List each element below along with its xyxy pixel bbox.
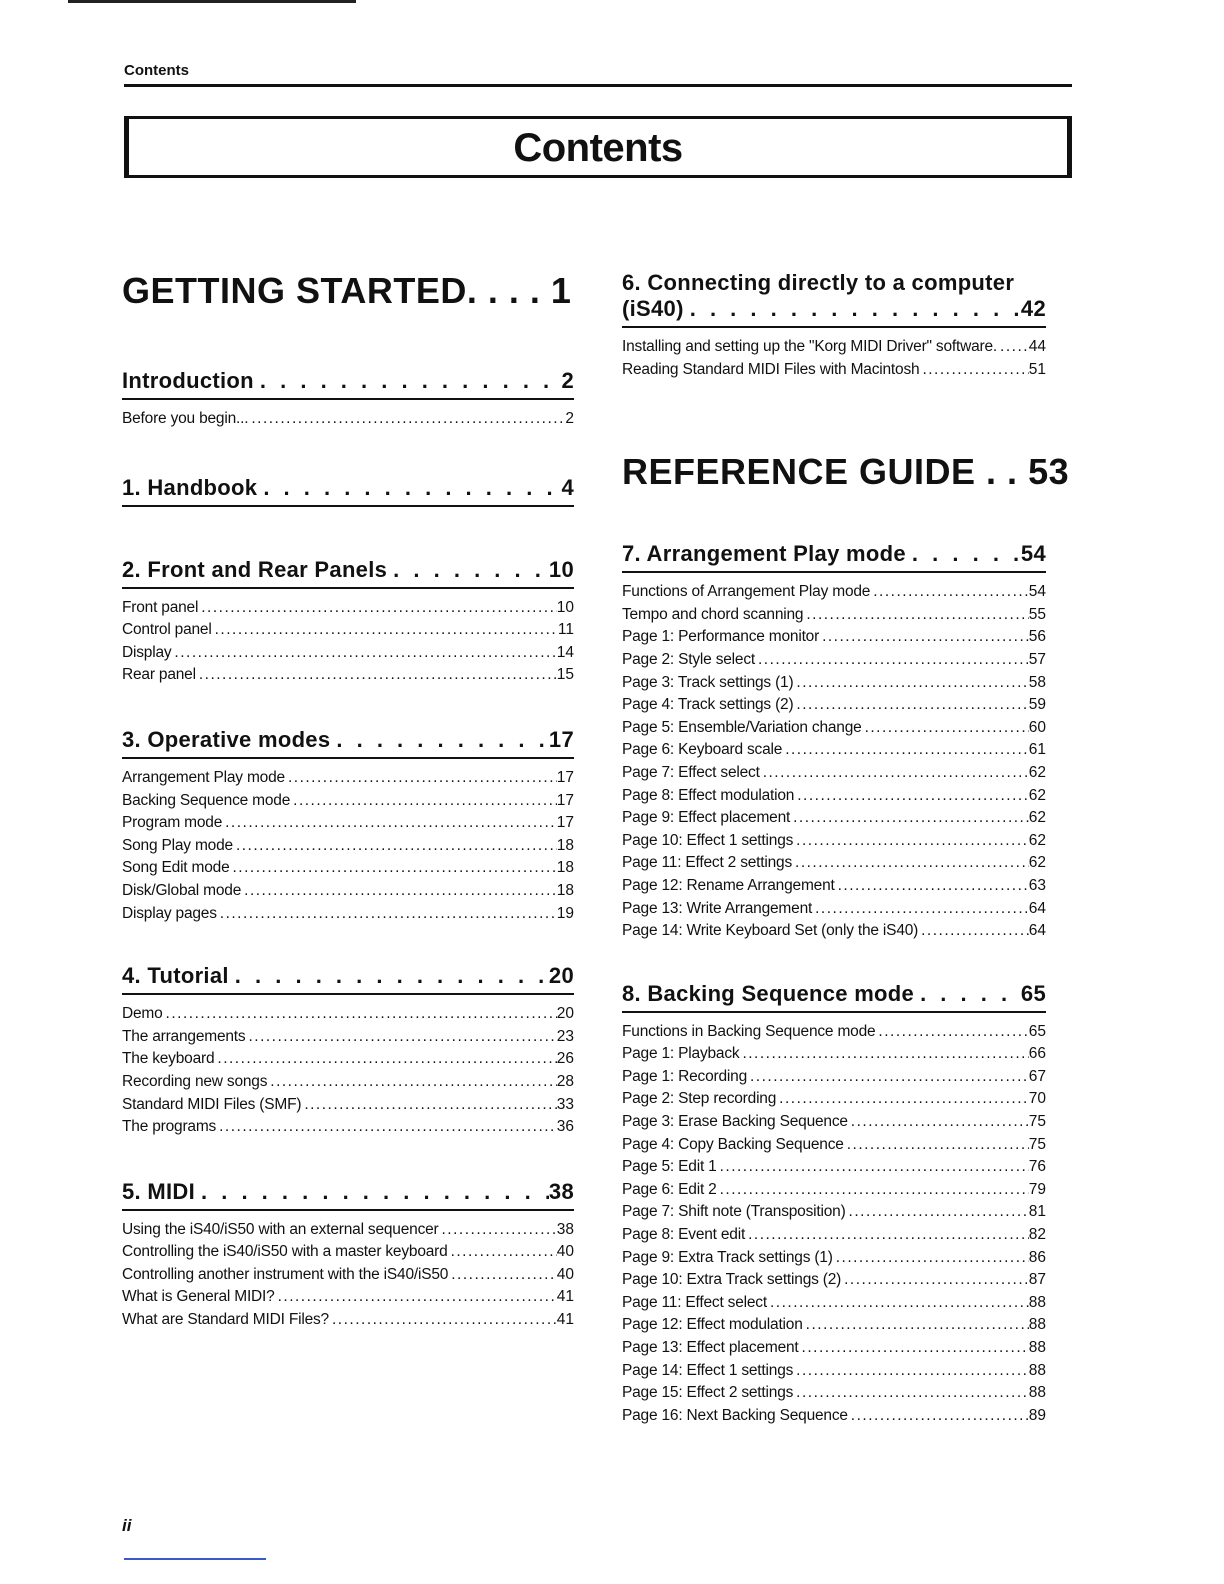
toc-section-operative-modes [122, 727, 574, 925]
toc-section-front-rear-panels [122, 557, 574, 687]
toc-entry[interactable]: Rear panel ..... 15 [122, 664, 574, 687]
toc-entry[interactable]: Display ..... 14 [122, 642, 574, 665]
toc-entry[interactable]: The programs ..... 36 [122, 1116, 574, 1139]
toc-entry[interactable]: Backing Sequence mode ..... 17 [122, 790, 574, 813]
toc-entry[interactable]: The keyboard ..... 26 [122, 1048, 574, 1071]
toc-entry[interactable]: Page 10: Effect 1 settings ..... 62 [622, 830, 1046, 853]
section-heading[interactable]: 2. Front and Rear Panels . . . 10 [122, 557, 574, 589]
toc-entry[interactable]: Page 14: Write Keyboard Set (only the iS40) ..... 64 [622, 920, 1046, 943]
part-page: 1 [550, 270, 572, 311]
section-heading[interactable]: (iS40) . . . 42 [622, 296, 1046, 328]
section-heading[interactable]: 3. Operative modes . . . 17 [122, 727, 574, 759]
toc-entry[interactable]: Page 13: Effect placement ..... 88 [622, 1337, 1046, 1360]
toc-entry[interactable]: What are Standard MIDI Files? ..... 41 [122, 1309, 574, 1332]
toc-entry[interactable]: Page 12: Rename Arrangement ..... 63 [622, 875, 1046, 898]
section-heading[interactable]: 1. Handbook . . . 4 [122, 475, 574, 507]
toc-entry[interactable]: Standard MIDI Files (SMF) ..... 33 [122, 1094, 574, 1117]
toc-entry[interactable]: Using the iS40/iS50 with an external sequencer ..... 38 [122, 1219, 574, 1242]
toc-entry[interactable]: Page 9: Extra Track settings (1) ..... 86 [622, 1247, 1046, 1270]
part-heading-getting-started[interactable]: GETTING STARTED. . . . 1 [122, 270, 572, 311]
toc-entry[interactable]: Page 8: Effect modulation ..... 62 [622, 785, 1046, 808]
right-column [622, 270, 1070, 1427]
section-heading[interactable]: 5. MIDI . . . 38 [122, 1179, 574, 1211]
toc-entry[interactable]: Page 2: Style select ..... 57 [622, 649, 1046, 672]
toc-entry[interactable]: Controlling the iS40/iS50 with a master keyboard ..... 40 [122, 1241, 574, 1264]
toc-entry[interactable]: Page 11: Effect select ..... 88 [622, 1292, 1046, 1315]
toc-section-handbook [122, 475, 574, 507]
toc-entry[interactable]: Page 10: Extra Track settings (2) ..... 87 [622, 1269, 1046, 1292]
toc-entry[interactable]: Page 8: Event edit ..... 82 [622, 1224, 1046, 1247]
toc-section-introduction [122, 368, 574, 431]
toc-entry[interactable]: Front panel ..... 10 [122, 597, 574, 620]
toc-section-connecting-computer [622, 270, 1046, 381]
section-heading[interactable]: 4. Tutorial . . . 20 [122, 963, 574, 995]
toc-entry[interactable]: Page 4: Copy Backing Sequence ..... 75 [622, 1134, 1046, 1157]
left-column [122, 270, 574, 1332]
page-number: ii [122, 1516, 132, 1535]
toc-entry[interactable]: Page 16: Next Backing Sequence ..... 89 [622, 1405, 1046, 1428]
toc-entry[interactable]: Page 7: Shift note (Transposition) ..... 81 [622, 1201, 1046, 1224]
toc-section-arrangement-play [622, 541, 1046, 943]
toc-entry[interactable]: Controlling another instrument with the iS40/iS50 ..... 40 [122, 1264, 574, 1287]
toc-entry[interactable]: Page 11: Effect 2 settings ..... 62 [622, 852, 1046, 875]
toc-entry[interactable]: Program mode ..... 17 [122, 812, 574, 835]
toc-entry[interactable]: Page 1: Playback ..... 66 [622, 1043, 1046, 1066]
section-heading[interactable]: 7. Arrangement Play mode . . . 54 [622, 541, 1046, 573]
toc-entry[interactable]: Display pages ..... 19 [122, 903, 574, 926]
toc-entry[interactable]: Page 6: Keyboard scale ..... 61 [622, 739, 1046, 762]
toc-entry[interactable]: Page 5: Edit 1 ..... 76 [622, 1156, 1046, 1179]
toc-entry[interactable]: What is General MIDI? ..... 41 [122, 1286, 574, 1309]
toc-entry[interactable]: Page 3: Erase Backing Sequence ..... 75 [622, 1111, 1046, 1134]
toc-entry[interactable]: Song Play mode ..... 18 [122, 835, 574, 858]
title-box [124, 116, 1072, 178]
toc-entry[interactable]: Page 15: Effect 2 settings ..... 88 [622, 1382, 1046, 1405]
toc-entry[interactable]: Page 14: Effect 1 settings ..... 88 [622, 1360, 1046, 1383]
toc-entry[interactable]: Page 7: Effect select ..... 62 [622, 762, 1046, 785]
toc-entry[interactable]: Functions in Backing Sequence mode ..... 65 [622, 1021, 1046, 1044]
toc-entry[interactable]: Installing and setting up the "Korg MIDI Driver" software. ..... 44 [622, 336, 1046, 359]
toc-entry[interactable]: Demo ..... 20 [122, 1003, 574, 1026]
part-page: 53 [1028, 451, 1070, 493]
section-heading[interactable]: 8. Backing Sequence mode . . . 65 [622, 981, 1046, 1013]
toc-entry[interactable]: Before you begin... ..... 2 [122, 408, 574, 431]
toc-entry[interactable]: Page 3: Track settings (1) ..... 58 [622, 672, 1046, 695]
bottom-edge-line [124, 1558, 266, 1560]
top-border-line [68, 0, 356, 3]
header-rule [124, 84, 1072, 87]
toc-entry[interactable]: Page 1: Recording ..... 67 [622, 1066, 1046, 1089]
toc-section-backing-sequence [622, 981, 1046, 1428]
part-heading-reference-guide[interactable]: REFERENCE GUIDE . . 53 [622, 451, 1070, 493]
toc-section-midi [122, 1179, 574, 1332]
toc-entry[interactable]: Reading Standard MIDI Files with Macintosh ..... 51 [622, 359, 1046, 382]
section-heading-line1[interactable]: 6. Connecting directly to a computer [622, 270, 1015, 295]
toc-entry[interactable]: Page 2: Step recording ..... 70 [622, 1088, 1046, 1111]
toc-entry[interactable]: Song Edit mode ..... 18 [122, 857, 574, 880]
toc-entry[interactable]: Page 12: Effect modulation ..... 88 [622, 1314, 1046, 1337]
toc-entry[interactable]: The arrangements ..... 23 [122, 1026, 574, 1049]
page-title: Contents [513, 126, 683, 170]
toc-entry[interactable]: Page 4: Track settings (2) ..... 59 [622, 694, 1046, 717]
running-header: Contents [124, 62, 189, 79]
toc-entry[interactable]: Control panel ..... 11 [122, 619, 574, 642]
toc-entry[interactable]: Recording new songs ..... 28 [122, 1071, 574, 1094]
toc-section-tutorial [122, 963, 574, 1139]
toc-entry[interactable]: Tempo and chord scanning ..... 55 [622, 604, 1046, 627]
toc-entry[interactable]: Page 13: Write Arrangement ..... 64 [622, 898, 1046, 921]
toc-entry[interactable]: Disk/Global mode ..... 18 [122, 880, 574, 903]
toc-entry[interactable]: Page 5: Ensemble/Variation change ..... 60 [622, 717, 1046, 740]
toc-entry[interactable]: Page 1: Performance monitor ..... 56 [622, 626, 1046, 649]
toc-entry[interactable]: Functions of Arrangement Play mode ..... 54 [622, 581, 1046, 604]
part-title: REFERENCE GUIDE [622, 451, 976, 493]
section-heading[interactable]: Introduction . . . 2 [122, 368, 574, 400]
toc-entry[interactable]: Arrangement Play mode ..... 17 [122, 767, 574, 790]
part-title: GETTING STARTED [122, 270, 467, 311]
toc-entry[interactable]: Page 9: Effect placement ..... 62 [622, 807, 1046, 830]
toc-entry[interactable]: Page 6: Edit 2 ..... 79 [622, 1179, 1046, 1202]
